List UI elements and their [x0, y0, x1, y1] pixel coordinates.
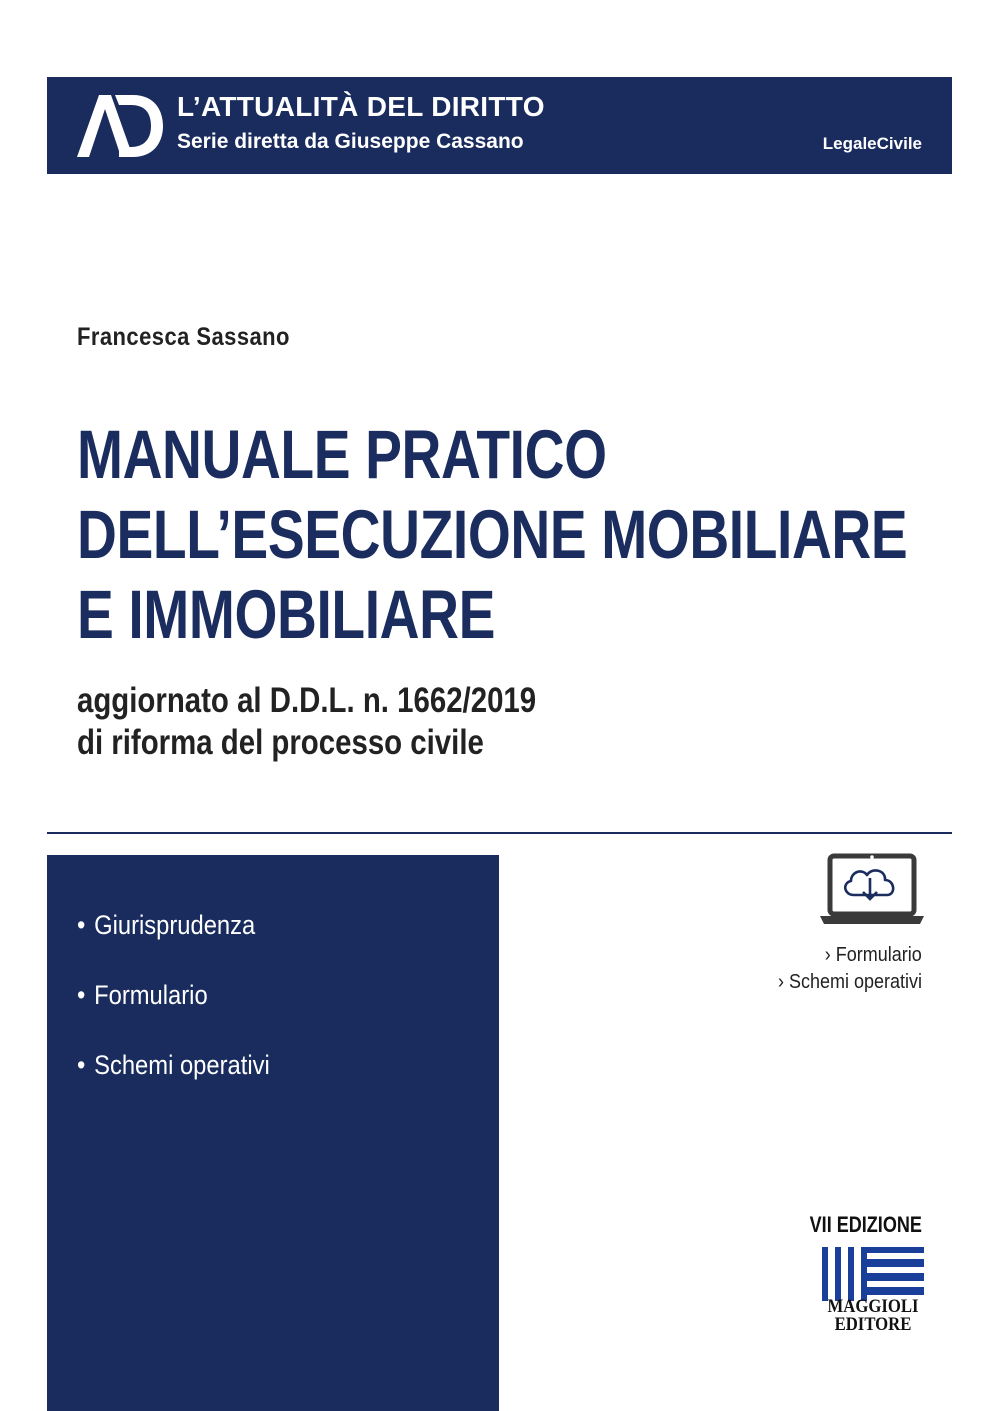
feature-item — [77, 910, 255, 941]
book-subtitle — [77, 680, 536, 764]
section-divider — [47, 832, 952, 834]
book-title-line: MANUALE PRATICO — [77, 416, 607, 493]
feature-label: Giurisprudenza — [94, 910, 256, 940]
series-category-label: LegaleCivile — [822, 134, 922, 153]
publisher-name — [819, 1298, 926, 1334]
ad-logo-icon — [75, 91, 165, 159]
book-subtitle-line: di riforma del processo civile — [77, 723, 484, 762]
feature-item — [77, 1050, 270, 1081]
edition-label: VII EDIZIONE — [809, 1212, 922, 1237]
maggioli-logo-icon — [822, 1247, 924, 1301]
feature-label: Formulario — [94, 980, 208, 1010]
book-author: Francesca Sassano — [77, 323, 290, 351]
feature-label: Schemi operativi — [94, 1050, 270, 1080]
series-title: L’ATTUALITÀ DEL DIRITTO — [177, 91, 545, 122]
bullet-icon: • — [77, 910, 86, 940]
features-panel — [47, 855, 499, 1411]
series-editor: Serie diretta da Giuseppe Cassano — [177, 130, 524, 153]
publisher-name-line: MAGGIOLI — [827, 1296, 919, 1317]
bullet-icon: • — [77, 1050, 86, 1080]
download-item-schemi: › Schemi operativi — [777, 971, 922, 993]
bullet-icon: • — [77, 980, 86, 1010]
laptop-cloud-download-icon — [820, 852, 924, 928]
book-subtitle-line: aggiornato al D.D.L. n. 1662/2019 — [77, 681, 537, 720]
book-title-line: DELL’ESECUZIONE MOBILIARE — [77, 496, 908, 573]
feature-item — [77, 980, 208, 1011]
series-header-band — [47, 77, 952, 174]
book-title-line: E IMMOBILIARE — [77, 576, 495, 653]
book-title — [77, 415, 907, 655]
publisher-name-line: EDITORE — [834, 1314, 912, 1335]
download-item-formulario: › Formulario — [824, 944, 922, 966]
